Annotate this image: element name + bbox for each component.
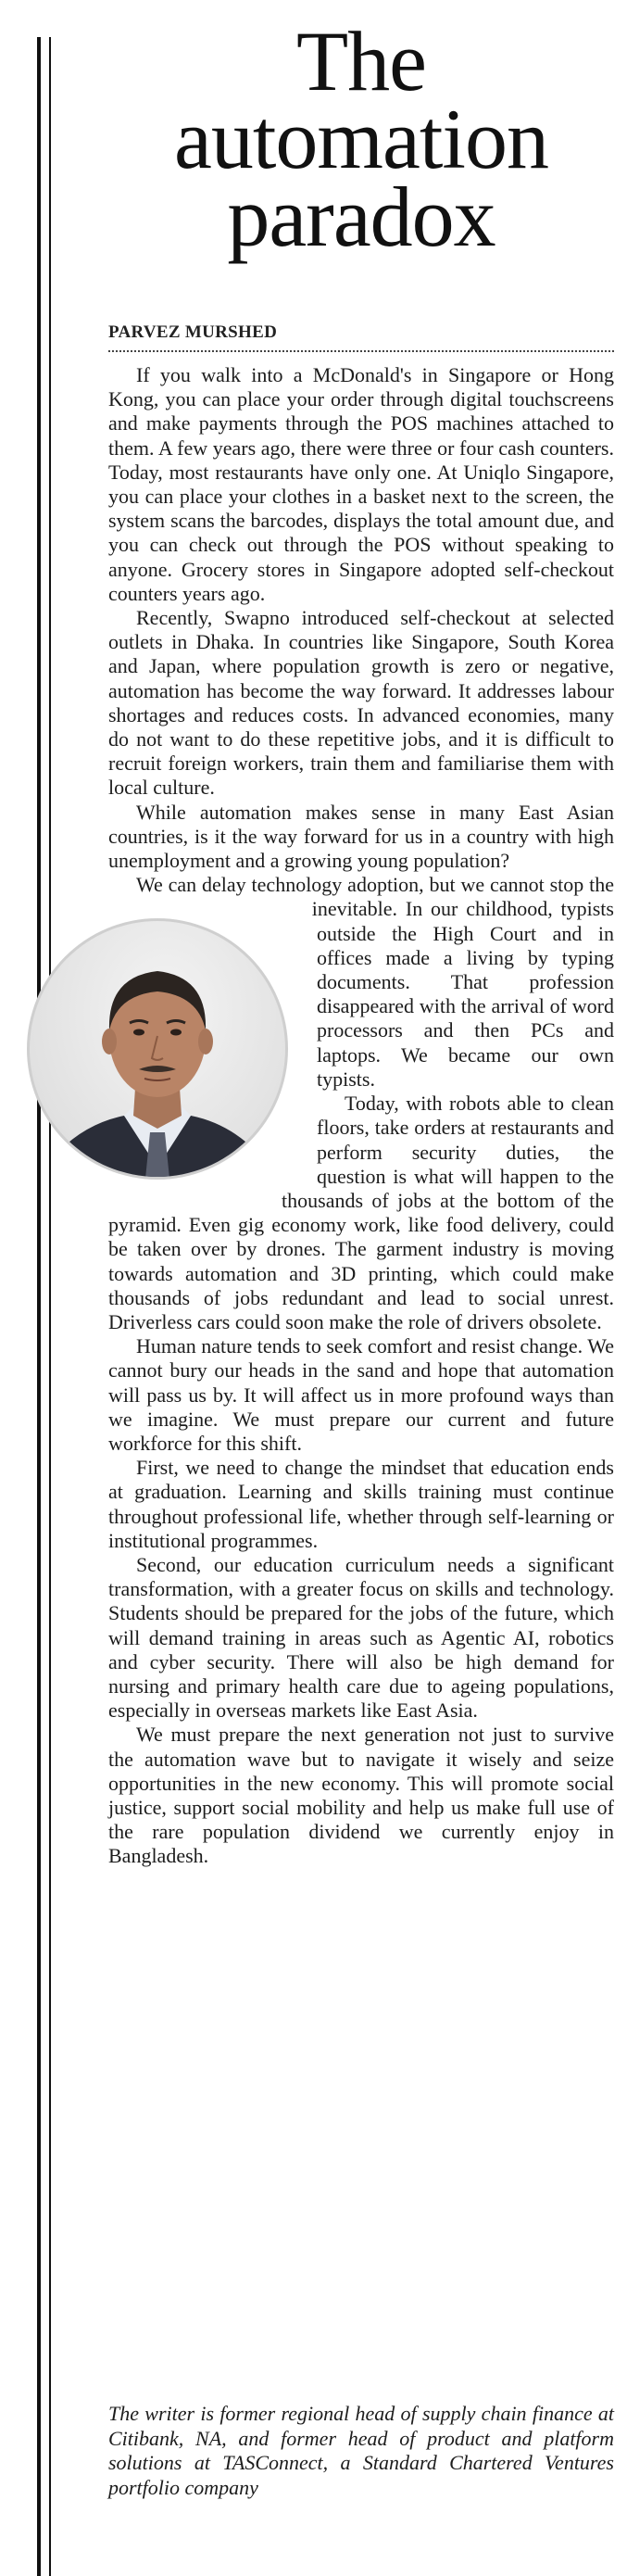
headline [93,14,627,264]
paragraph-4: We can delay technology adoption, but we cannot stop the inevitable. In our childhood, typists outside the High Court and in offices made a living by typing documents. That profession disappeared with the arrival of word processors and then PCs and laptops. We became our own typists. [136,873,614,1091]
paragraph-9: We must prepare the next generation not just to survive the automation wave but to navigate it wisely and seize opportunities in the new economy. This will promote social justice, support social mobility and help us make full use of the rare population dividend we currently enjoy in Bangladesh. [108,1723,614,1868]
paragraph-3: While automation makes sense in many East Asian countries, is it the way forward for us in a country with high unemployment and a growing young population? [108,800,614,873]
left-column-rule-thin [49,37,51,2576]
article-body [108,363,614,1869]
paragraph-8: Second, our education curriculum needs a significant transformation, with a greater focus on skills and technology. Students should be prepared for the jobs of the future, which will demand training in areas such as Agentic AI, robotics and cyber security. There will also be high demand for nursing and primary health care due to ageing populations, especially in overseas markets like East Asia. [108,1552,614,1723]
headline-line-2: automation [174,92,548,186]
paragraph-7: First, we need to change the mindset that education ends at graduation. Learning and skills training must continue throughout professional life, whether through self-learning or institutional programmes. [108,1456,614,1552]
headline-line-1: The [295,14,427,108]
paragraph-2: Recently, Swapno introduced self-checkout at selected outlets in Dhaka. In countries like Singapore, South Korea and Japan, where population growth is zero or negative, automation has become the way forward. It addresses labour shortages and reduces costs. In advanced economies, many do not want to do these repetitive jobs, and it is difficult to recruit foreign workers, train them and familiarise them with local culture. [108,606,614,800]
author-byline: PARVEZ MURSHED [108,322,278,342]
paragraph-6: Human nature tends to seek comfort and resist change. We cannot bury our heads in the sand and hope that automation will pass us by. It will affect us in more profound ways than we imagine. We must prepare our current and future workforce for this shift. [108,1334,614,1455]
byline-dotted-divider [108,350,614,352]
left-column-rule-thick [37,37,41,2576]
paragraph-5: Today, with robots able to clean floors, take orders at restaurants and perform security duties, the question is what will happen to the thousands of jobs at the bottom of the pyramid. Even gig economy work, like food delivery, could be taken over by drones. The garment industry is moving towards automation and 3D printing, which could make thousands of jobs redundant and lead to social unrest. Driverless cars could soon make the role of drivers obsolete. [108,1092,614,1333]
author-portrait-image [22,873,309,1225]
author-bio-footer: The writer is former regional head of supply chain finance at Citibank, NA, and former head of product and platform solutions at TASConnect, a Standard Chartered Ventures portfolio company [108,2402,614,2499]
paragraph-1: If you walk into a McDonald's in Singapore or Hong Kong, you can place your order through digital touchscreens and make payments through the POS machines attached to them. A few years ago, there were three or four cash counters. Today, most restaurants have only one. At Uniqlo Singapore, you can place your clothes in a basket next to the screen, the system scans the barcodes, displays the total amount due, and you can check out through the POS without speaking to anyone. Grocery stores in Singapore adopted self-checkout counters years ago. [108,363,614,605]
author-photo [22,873,309,1225]
headline-line-3: paradox [227,170,495,264]
